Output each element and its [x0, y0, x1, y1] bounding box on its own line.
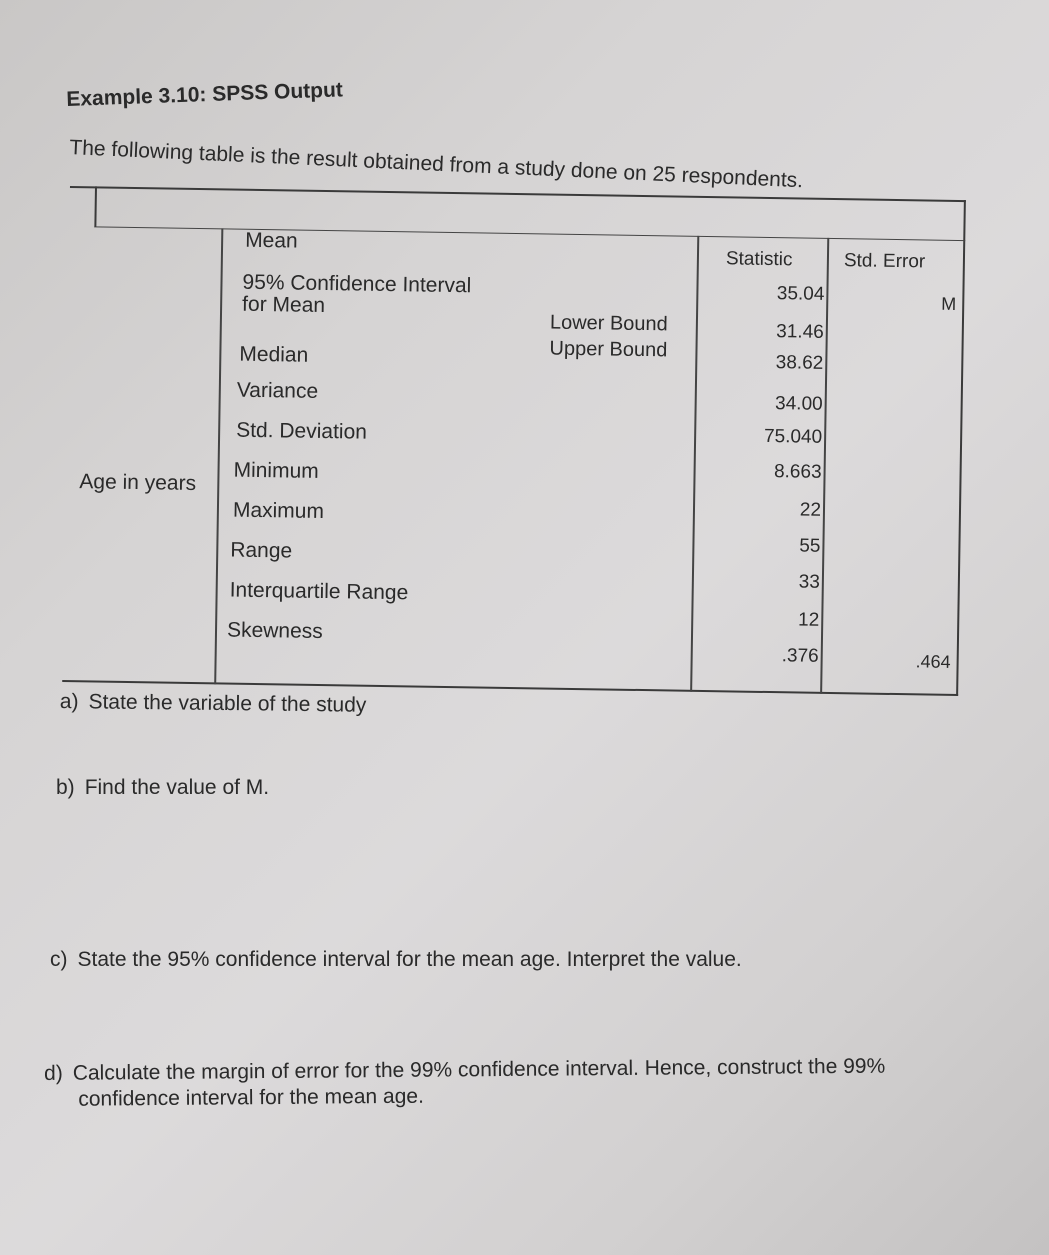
- row-label-skewness: Skewness: [226, 618, 323, 644]
- variable-label: Age in years: [79, 470, 197, 496]
- sublabel-upper-bound: Upper Bound: [549, 337, 668, 362]
- stat-lower-bound: 31.46: [776, 321, 824, 343]
- row-label-ci: 95% Confidence Interval: [242, 270, 472, 298]
- question-b: [56, 776, 269, 800]
- table-border: [62, 186, 966, 696]
- column-header-std-error: Std. Error: [843, 250, 926, 273]
- question-text: State the 95% confidence interval for the mean age. Interpret the value.: [77, 948, 742, 971]
- row-label-ci-2: for Mean: [241, 292, 326, 318]
- stat-upper-bound: 38.62: [775, 352, 824, 374]
- stat-iqr: 12: [797, 609, 820, 631]
- row-label-maximum: Maximum: [232, 498, 325, 524]
- stat-minimum: 22: [799, 499, 822, 521]
- question-text: Calculate the margin of error for the 99% confidence interval. Hence, construct the 99%: [72, 1054, 886, 1085]
- stat-variance: 75.040: [763, 425, 823, 448]
- question-label: c): [50, 948, 68, 971]
- stat-mean: 35.04: [776, 283, 825, 305]
- stat-std-deviation: 8.663: [773, 461, 822, 483]
- stat-median: 34.00: [774, 393, 823, 415]
- se-mean: M: [941, 293, 957, 314]
- row-label-iqr: Interquartile Range: [229, 578, 409, 605]
- row-label-mean: Mean: [244, 228, 298, 253]
- stat-skewness: .376: [781, 645, 819, 667]
- row-label-range: Range: [230, 538, 293, 563]
- question-label: d): [44, 1061, 63, 1085]
- spss-output-table: [62, 186, 966, 696]
- se-skewness: .464: [915, 651, 951, 672]
- question-text-cont: confidence interval for the mean age.: [78, 1084, 424, 1111]
- question-text: State the variable of the study: [88, 690, 367, 717]
- question-c: [50, 948, 742, 972]
- column-header-statistic: Statistic: [725, 248, 793, 271]
- row-label-minimum: Minimum: [233, 458, 319, 483]
- question-text: Find the value of M.: [84, 776, 270, 799]
- stat-range: 33: [798, 571, 821, 593]
- question-label: a): [59, 690, 79, 714]
- question-a: [60, 690, 367, 718]
- question-label: b): [56, 776, 75, 799]
- question-d: [44, 1055, 886, 1112]
- stat-maximum: 55: [799, 535, 821, 557]
- row-label-std-deviation: Std. Deviation: [236, 418, 368, 444]
- intro-text: The following table is the result obtained from a study done on 25 respondents.: [68, 136, 804, 193]
- row-label-median: Median: [239, 342, 309, 367]
- sublabel-lower-bound: Lower Bound: [549, 311, 668, 336]
- row-label-variance: Variance: [236, 378, 319, 403]
- example-title: Example 3.10: SPSS Output: [66, 78, 344, 111]
